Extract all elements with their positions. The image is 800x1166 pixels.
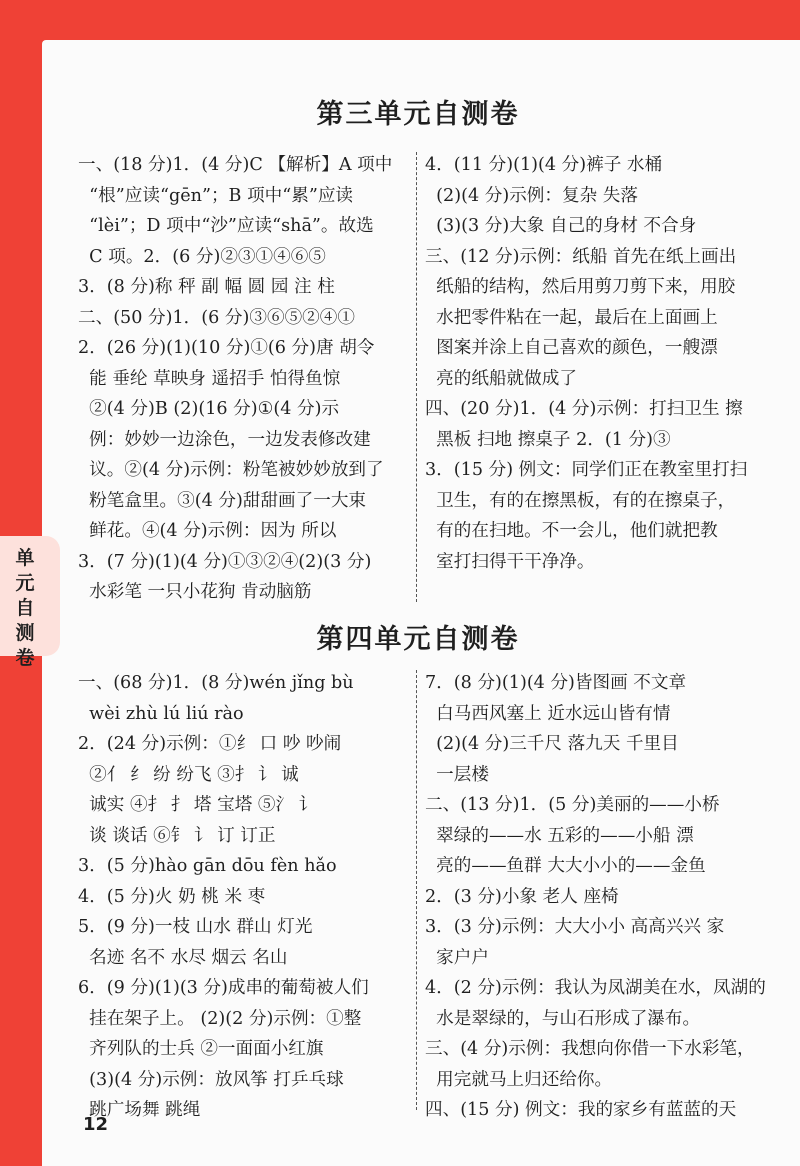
answer-line: 黑板 扫地 擦桌子 2．(1 分)③ (425, 429, 671, 450)
section-title-unit3: 第三单元自测卷 (316, 99, 520, 130)
answer-line: 有的在扫地。不一会儿，他们就把教 (425, 521, 718, 541)
answer-line: 水把零件粘在一起，最后在上面画上 (425, 307, 718, 328)
answer-line: 3．(15 分) 例文：同学们正在教室里打扫 (425, 460, 748, 480)
answer-line: 2．(26 分)(1)(10 分)①(6 分)唐 胡令 (78, 338, 375, 358)
answer-line: “根”应读“gēn”；B 项中“累”应读 (78, 185, 354, 206)
page-number: 12 (83, 1114, 109, 1135)
section-title-unit4: 第四单元自测卷 (316, 624, 520, 655)
answer-line: 三、(12 分)示例：纸船 首先在纸上画出 (425, 246, 737, 267)
answer-line: 水是翠绿的，与山石形成了瀑布。 (425, 1008, 701, 1029)
answer-line: wèi zhù lú liú rào (78, 703, 244, 724)
answer-line: (2)(4 分)三千尺 落九天 千里目 (425, 734, 679, 754)
answer-line: 一、(68 分)1．(8 分)wén jǐng bù (78, 673, 354, 693)
answer-line: 7．(8 分)(1)(4 分)皆图画 不文章 (425, 673, 687, 693)
answer-line: 三、(4 分)示例：我想向你借一下水彩笔， (425, 1039, 755, 1059)
answer-line: 亮的——鱼群 大大小小的——金鱼 (425, 856, 706, 876)
answer-line: 家户户 (425, 947, 489, 968)
answer-line: 卫生，有的在擦黑板，有的在擦桌子， (425, 490, 736, 511)
answer-line: 水彩笔 一只小花狗 肯动脑筋 (78, 582, 312, 602)
answer-line: 4．(11 分)(1)(4 分)裤子 水桶 (425, 155, 663, 175)
unit3-answers-right (425, 150, 747, 577)
answer-line: ②亻 纟 纷 纷飞 ③扌 讠 诚 (78, 764, 299, 785)
answer-line: 跳广场舞 跳绳 (78, 1100, 201, 1120)
answer-line: 一、(18 分)1．(4 分)C 【解析】A 项中 (78, 155, 393, 175)
answer-line: 4．(5 分)火 奶 桃 米 枣 (78, 886, 266, 907)
answer-line: 四、(15 分) 例文：我的家乡有蓝蓝的天 (425, 1100, 737, 1120)
answer-line: 挂在架子上。 (2)(2 分)示例：①整 (78, 1008, 362, 1029)
unit4-answers-right (425, 668, 766, 1126)
answer-line: 纸船的结构，然后用剪刀剪下来，用胶 (425, 277, 736, 297)
answer-line: 2．(3 分)小象 老人 座椅 (425, 886, 619, 907)
answer-line: 亮的纸船就做成了 (425, 368, 577, 389)
answer-line: (3)(4 分)示例：放风筝 打乒乓球 (78, 1069, 344, 1090)
answer-line: 3．(7 分)(1)(4 分)①③②④(2)(3 分) (78, 551, 372, 572)
answer-line: ②(4 分)B (2)(16 分)①(4 分)示 (78, 399, 340, 419)
answer-line: C 项。2．(6 分)②③①④⑥⑤ (78, 246, 326, 267)
unit3-answers-left (78, 150, 392, 608)
answer-line: 白马西风塞上 近水远山皆有情 (425, 703, 671, 724)
side-tab-label: 单元自测卷 (15, 547, 35, 669)
answer-line: 4．(2 分)示例：我认为凤湖美在水，凤湖的 (425, 978, 766, 998)
answer-line: 能 垂纶 草映身 遥招手 怕得鱼惊 (78, 368, 341, 389)
answer-line: 图案并涂上自己喜欢的颜色，一艘漂 (425, 338, 718, 358)
answer-line: 例：妙妙一边涂色，一边发表修改建 (78, 429, 371, 450)
answer-line: 2．(24 分)示例：①纟 口 吵 吵闹 (78, 734, 342, 754)
answer-line: (2)(4 分)示例：复杂 失落 (425, 185, 638, 206)
column-divider (416, 152, 417, 602)
answer-line: (3)(3 分)大象 自己的身材 不合身 (425, 216, 697, 236)
answer-line: 3．(3 分)示例：大大小小 高高兴兴 家 (425, 917, 725, 937)
answer-line: 一层楼 (425, 764, 489, 785)
answer-line: 诚实 ④扌 扌 塔 宝塔 ⑤氵 讠 (78, 795, 317, 815)
answer-line: 谈 谈话 ⑥钅 讠 订 订正 (78, 825, 276, 846)
answer-line: 齐列队的士兵 ②一面面小红旗 (78, 1039, 324, 1059)
answer-line: 名迹 名不 水尽 烟云 名山 (78, 947, 288, 968)
answer-line: 6．(9 分)(1)(3 分)成串的葡萄被人们 (78, 978, 369, 998)
column-divider (416, 670, 417, 1110)
answer-line: 翠绿的——水 五彩的——小船 漂 (425, 825, 694, 846)
answer-line: 3．(5 分)hào gān dōu fèn hǎo (78, 856, 337, 876)
answer-line: 粉笔盒里。③(4 分)甜甜画了一大束 (78, 490, 367, 511)
answer-line: 3．(8 分)称 秤 副 幅 圆 园 注 柱 (78, 277, 335, 297)
answer-line: 5．(9 分)一枝 山水 群山 灯光 (78, 917, 313, 937)
answer-line: 二、(50 分)1．(6 分)③⑥⑤②④① (78, 307, 355, 328)
answer-line: 四、(20 分)1．(4 分)示例：打扫卫生 擦 (425, 399, 743, 419)
unit4-answers-left (78, 668, 369, 1126)
answer-line: 室打扫得干干净净。 (425, 551, 595, 572)
answer-line: 议。②(4 分)示例：粉笔被妙妙放到了 (78, 460, 384, 480)
answer-line: 鲜花。④(4 分)示例：因为 所以 (78, 521, 337, 541)
answer-line: “lèi”；D 项中“沙”应读“shā”。故选 (78, 216, 374, 236)
answer-line: 用完就马上归还给你。 (425, 1069, 613, 1090)
answer-line: 二、(13 分)1．(5 分)美丽的——小桥 (425, 795, 720, 815)
